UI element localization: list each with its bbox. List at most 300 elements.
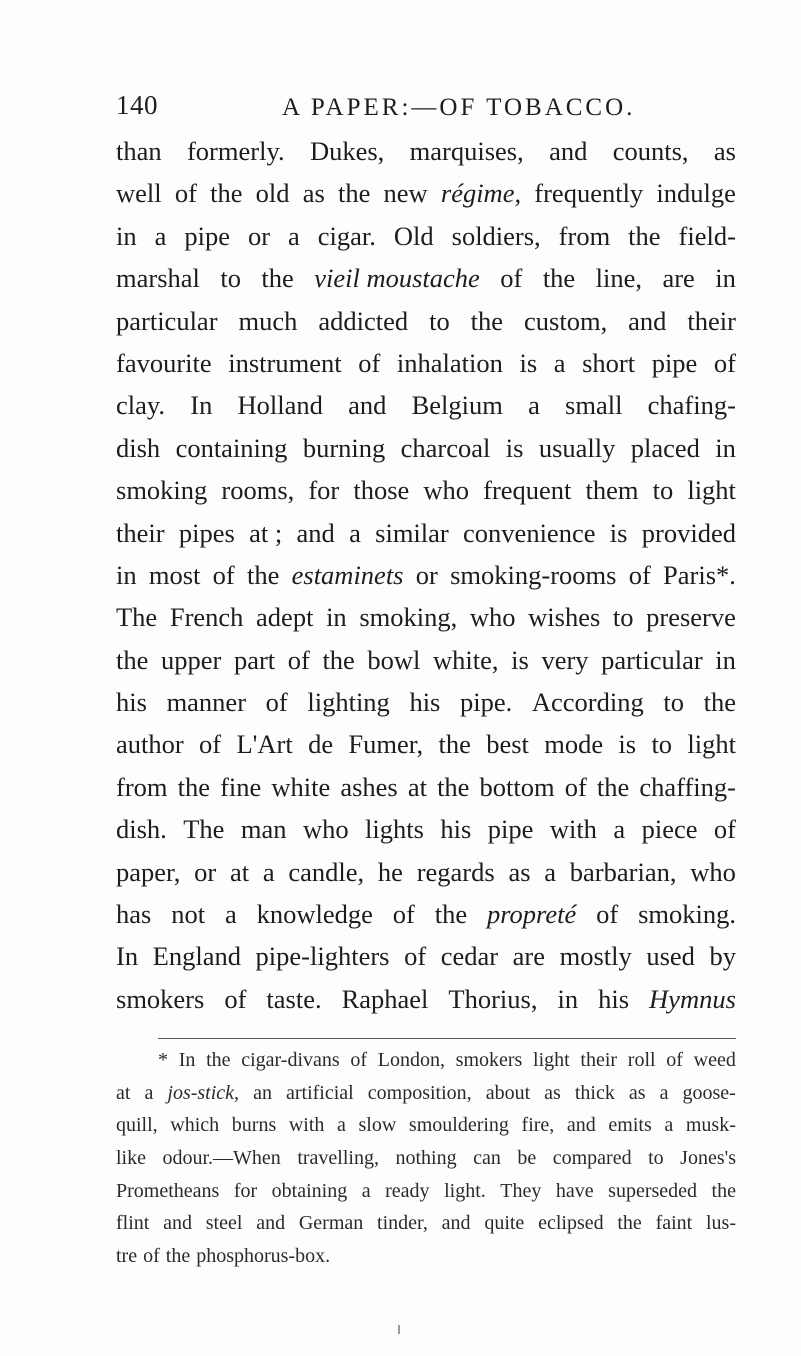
word: a <box>544 856 557 887</box>
word: them <box>585 475 639 506</box>
word: at ; <box>249 517 283 548</box>
word: flint <box>116 1212 150 1235</box>
word: superseded <box>608 1179 698 1202</box>
word: of <box>143 1245 160 1268</box>
word: In <box>116 941 139 972</box>
word: a <box>553 347 566 378</box>
text-line <box>116 808 736 850</box>
word: those <box>353 475 410 506</box>
word: smoking <box>116 475 208 506</box>
word: in <box>557 983 579 1014</box>
word: of <box>628 559 651 590</box>
word: and <box>566 1114 596 1137</box>
word: as <box>544 1081 561 1104</box>
stray-mark <box>398 1325 400 1334</box>
footnote-line <box>116 1077 736 1110</box>
word: preserve <box>646 602 736 633</box>
word: provided <box>641 517 736 548</box>
word: in <box>326 602 347 633</box>
word: the <box>165 1245 191 1268</box>
word: a <box>262 856 275 887</box>
word: to <box>652 475 674 506</box>
word: the <box>210 178 243 209</box>
word: as <box>302 178 325 209</box>
word: small <box>565 390 623 421</box>
word: quill, <box>116 1114 158 1137</box>
footnote-line <box>116 1207 736 1240</box>
word: a <box>349 517 361 548</box>
word: who <box>690 856 736 887</box>
word: weed <box>693 1049 736 1071</box>
word: from <box>558 220 611 251</box>
word: custom, <box>524 305 608 336</box>
word: part <box>233 644 276 675</box>
word: Hymnus <box>649 983 736 1014</box>
word: about <box>485 1081 531 1104</box>
word: particular <box>116 305 218 336</box>
word: be <box>517 1147 537 1170</box>
word: to <box>612 602 634 633</box>
word: the <box>542 263 576 294</box>
word: similar <box>375 517 449 548</box>
word: the <box>206 1049 231 1071</box>
word: a <box>659 1081 669 1104</box>
word: light <box>533 1049 570 1071</box>
word: is <box>511 644 529 675</box>
word: the <box>247 559 280 590</box>
word: frequent <box>483 475 572 506</box>
word: convenience <box>463 517 596 548</box>
word: odour.—When <box>162 1147 281 1170</box>
word: is <box>618 729 637 760</box>
footnote-line <box>116 1109 736 1142</box>
word: used <box>646 941 695 972</box>
word: piece <box>641 814 698 845</box>
word: most <box>148 559 201 590</box>
word: marquises, <box>409 136 524 166</box>
word: have <box>555 1179 594 1202</box>
word: London, <box>377 1049 445 1071</box>
word: is <box>505 432 524 463</box>
word: for <box>233 1179 258 1202</box>
word: author <box>116 729 184 760</box>
word: or <box>247 220 271 251</box>
word: roll <box>627 1049 656 1071</box>
word: of <box>564 771 587 802</box>
word: * <box>158 1049 168 1071</box>
word: L'Art <box>236 729 293 760</box>
word: tre <box>116 1245 138 1268</box>
word: has <box>116 899 152 930</box>
footnote-rule <box>158 1038 736 1039</box>
word: to <box>429 305 450 336</box>
word: the <box>116 644 149 675</box>
word: is <box>609 517 628 548</box>
word: best <box>486 729 529 760</box>
word: well <box>116 178 162 209</box>
word: composition, <box>367 1081 472 1104</box>
word: marshal <box>116 263 200 294</box>
text-line <box>116 512 736 554</box>
word: candle, <box>288 856 365 887</box>
word: wishes <box>528 602 601 633</box>
word: which <box>170 1114 220 1137</box>
word: Thorius, <box>448 983 538 1014</box>
word: smouldering <box>408 1114 509 1137</box>
word: smokers <box>116 983 205 1014</box>
word: in <box>116 559 137 590</box>
word: as <box>713 136 736 166</box>
word: estaminets <box>291 559 404 590</box>
word: their <box>116 517 165 548</box>
word: who <box>423 475 470 506</box>
text-line <box>116 300 736 342</box>
word: artificial <box>286 1081 354 1104</box>
word: man <box>240 814 287 845</box>
word: regards <box>416 856 495 887</box>
word: of <box>713 347 736 378</box>
word: the <box>470 305 504 336</box>
word: the <box>438 729 471 760</box>
word: or <box>194 856 217 887</box>
word: fine <box>220 771 262 802</box>
word: a <box>613 814 626 845</box>
word: upper <box>160 644 222 675</box>
word: cigar. <box>317 220 376 251</box>
word: pipe. <box>460 687 513 718</box>
word: and <box>348 390 387 421</box>
word: can <box>473 1147 501 1170</box>
word: of <box>350 1049 368 1071</box>
word: emits <box>608 1114 652 1137</box>
text-line <box>116 554 736 596</box>
word: who <box>302 814 349 845</box>
word: manner <box>166 687 247 718</box>
word: a <box>337 1114 346 1137</box>
text-line <box>116 766 736 808</box>
word: Prometheans <box>116 1179 220 1202</box>
word: steel <box>205 1212 243 1235</box>
text-line <box>116 893 736 935</box>
word: white <box>271 771 331 802</box>
text-line <box>116 851 736 893</box>
word: of <box>224 983 247 1014</box>
word: Dukes, <box>309 136 385 166</box>
word: a <box>361 1179 371 1202</box>
word: in <box>715 644 736 675</box>
word: his <box>598 983 630 1014</box>
footnote-line <box>116 1142 736 1175</box>
text-line <box>116 978 736 1020</box>
page-number: 140 <box>116 90 158 120</box>
word: Jones's <box>680 1147 736 1170</box>
word: to <box>663 687 684 718</box>
word: indulge <box>656 178 736 209</box>
word: than <box>116 136 162 166</box>
word: new <box>383 178 428 209</box>
word: the <box>322 644 355 675</box>
text-line <box>116 384 736 426</box>
word: knowledge <box>256 899 373 930</box>
word: travelling, <box>297 1147 379 1170</box>
word: bowl <box>367 644 421 675</box>
word: smoking-rooms <box>450 559 617 590</box>
word: nothing <box>395 1147 457 1170</box>
word: adept <box>256 602 314 633</box>
word: de <box>308 729 334 760</box>
word: of <box>174 178 197 209</box>
word: to <box>648 1147 664 1170</box>
word: and <box>549 136 588 166</box>
word: In <box>190 390 213 421</box>
footnotes <box>116 1044 736 1273</box>
word: of <box>500 263 523 294</box>
word: of <box>265 687 288 718</box>
word: much <box>238 305 298 336</box>
word: mode <box>544 729 604 760</box>
word: compared <box>552 1147 632 1170</box>
word: of <box>199 729 222 760</box>
word: an <box>253 1081 272 1104</box>
word: in <box>116 220 137 251</box>
word: lighting <box>307 687 390 718</box>
word: burning <box>302 432 386 463</box>
word: German <box>298 1212 364 1235</box>
running-head: A PAPER:—OF TOBACCO. <box>282 94 636 121</box>
word: inhalation <box>396 347 503 378</box>
word: soldiers, <box>451 220 541 251</box>
word: the <box>434 899 468 930</box>
word: faint <box>655 1212 693 1235</box>
word: by <box>709 941 736 972</box>
word: as <box>508 856 531 887</box>
word: the <box>703 687 736 718</box>
word: lights <box>365 814 424 845</box>
word: Raphael <box>341 983 429 1014</box>
word: dish. <box>116 814 167 845</box>
word: lus- <box>706 1212 736 1235</box>
word: the <box>617 1212 642 1235</box>
word: to <box>220 263 241 294</box>
word: for <box>308 475 340 506</box>
text-line <box>116 130 736 172</box>
word: jos-stick, <box>167 1081 240 1104</box>
word: very <box>541 644 589 675</box>
word: his <box>116 687 147 718</box>
word: formerly. <box>186 136 285 166</box>
word: line, <box>595 263 643 294</box>
word: pipe <box>651 347 698 378</box>
word: the <box>337 178 371 209</box>
word: of <box>358 347 381 378</box>
word: a <box>288 220 300 251</box>
word: charcoal <box>400 432 491 463</box>
word: of <box>713 814 736 845</box>
body-text <box>116 130 736 1020</box>
word: as <box>628 1081 646 1104</box>
word: mostly <box>559 941 632 972</box>
word: of <box>666 1049 683 1071</box>
word: smoking, <box>359 602 458 633</box>
word: and <box>163 1212 192 1235</box>
text-line <box>116 257 736 299</box>
text-line <box>116 935 736 977</box>
word: in <box>715 432 736 463</box>
word: pipe-lighters <box>255 941 390 972</box>
word: of <box>596 899 619 930</box>
word: quite <box>484 1212 525 1235</box>
word: thick <box>574 1081 615 1104</box>
word: musk- <box>685 1114 736 1137</box>
word: England <box>152 941 241 972</box>
word: is <box>519 347 538 378</box>
word: According <box>531 687 644 718</box>
word: and <box>628 305 667 336</box>
word: at <box>230 856 250 887</box>
word: Holland <box>237 390 323 421</box>
word: the <box>711 1179 736 1202</box>
word: who <box>469 602 516 633</box>
text-line <box>116 342 736 384</box>
word: chafing- <box>647 390 736 421</box>
word: a <box>528 390 540 421</box>
text-line <box>116 469 736 511</box>
word: Fumer, <box>348 729 424 760</box>
word: containing <box>175 432 288 463</box>
word: of <box>287 644 310 675</box>
word: slow <box>358 1114 397 1137</box>
word: a <box>144 1081 154 1104</box>
word: at <box>116 1081 131 1104</box>
word: of <box>392 899 415 930</box>
text-line <box>116 681 736 723</box>
footnote-line <box>116 1175 736 1208</box>
word: a <box>224 899 237 930</box>
word: vieil moustache <box>314 263 480 294</box>
footnote-line <box>116 1044 736 1077</box>
word: his <box>440 814 472 845</box>
word: like <box>116 1147 146 1170</box>
word: The <box>116 602 158 633</box>
word: his <box>409 687 441 718</box>
word: French <box>169 602 244 633</box>
word: pipes <box>178 517 235 548</box>
word: old <box>255 178 290 209</box>
word: fire, <box>521 1114 555 1137</box>
text-line <box>116 639 736 681</box>
word: placed <box>630 432 700 463</box>
word: field- <box>678 220 736 251</box>
word: and <box>441 1212 471 1235</box>
word: régime, <box>440 178 522 209</box>
word: smokers <box>455 1049 523 1071</box>
word: light <box>687 475 736 506</box>
text-line <box>116 723 736 765</box>
word: frequently <box>534 178 644 209</box>
word: Old <box>393 220 434 251</box>
text-line <box>116 596 736 638</box>
word: are <box>512 941 546 972</box>
word: clay. <box>116 390 166 421</box>
word: at <box>407 771 427 802</box>
word: their <box>687 305 736 336</box>
word: pipe <box>184 220 230 251</box>
word: tinder, <box>377 1212 428 1235</box>
word: instrument <box>228 347 342 378</box>
word: The <box>183 814 225 845</box>
word: pipe <box>487 814 534 845</box>
word: In <box>178 1049 196 1071</box>
word: the <box>261 263 294 294</box>
word: short <box>582 347 636 378</box>
word: cigar-divans <box>241 1049 340 1071</box>
word: light <box>687 729 736 760</box>
word: burns <box>231 1114 277 1137</box>
word: barbarian, <box>569 856 677 887</box>
word: their <box>580 1049 618 1071</box>
word: obtaining <box>271 1179 348 1202</box>
word: dish <box>116 432 161 463</box>
word: ready <box>385 1179 430 1202</box>
word: he <box>377 856 403 887</box>
word: phosphorus-box. <box>196 1245 331 1268</box>
word: the <box>177 771 210 802</box>
text-line <box>116 215 736 257</box>
word: light. <box>444 1179 486 1202</box>
word: and <box>296 517 335 548</box>
word: chaffing- <box>639 771 736 802</box>
word: of <box>212 559 235 590</box>
word: particular <box>601 644 703 675</box>
word: with <box>288 1114 325 1137</box>
footnote-line <box>116 1240 736 1273</box>
word: Paris*. <box>663 559 736 590</box>
word: favourite <box>116 347 212 378</box>
word: rooms, <box>221 475 295 506</box>
word: propreté <box>486 899 577 930</box>
word: paper, <box>116 856 181 887</box>
word: counts, <box>612 136 689 166</box>
word: a <box>154 220 167 251</box>
word: white, <box>433 644 499 675</box>
word: or <box>415 559 438 590</box>
word: a <box>664 1114 674 1137</box>
word: usually <box>538 432 616 463</box>
word: in <box>715 263 736 294</box>
word: the <box>437 771 470 802</box>
word: smoking. <box>638 899 736 930</box>
word: of <box>404 941 427 972</box>
word: not <box>171 899 206 930</box>
text-line <box>116 172 736 214</box>
word: Belgium <box>411 390 503 421</box>
word: goose- <box>682 1081 736 1104</box>
word: addicted <box>318 305 409 336</box>
word: eclipsed <box>538 1212 604 1235</box>
text-line <box>116 427 736 469</box>
word: and <box>256 1212 286 1235</box>
word: taste. <box>266 983 322 1014</box>
word: with <box>549 814 597 845</box>
word: ashes <box>340 771 398 802</box>
word: the <box>596 771 630 802</box>
word: cedar <box>440 941 499 972</box>
word: bottom <box>479 771 555 802</box>
word: to <box>651 729 673 760</box>
word: the <box>628 220 661 251</box>
word: are <box>662 263 695 294</box>
word: from <box>116 771 168 802</box>
